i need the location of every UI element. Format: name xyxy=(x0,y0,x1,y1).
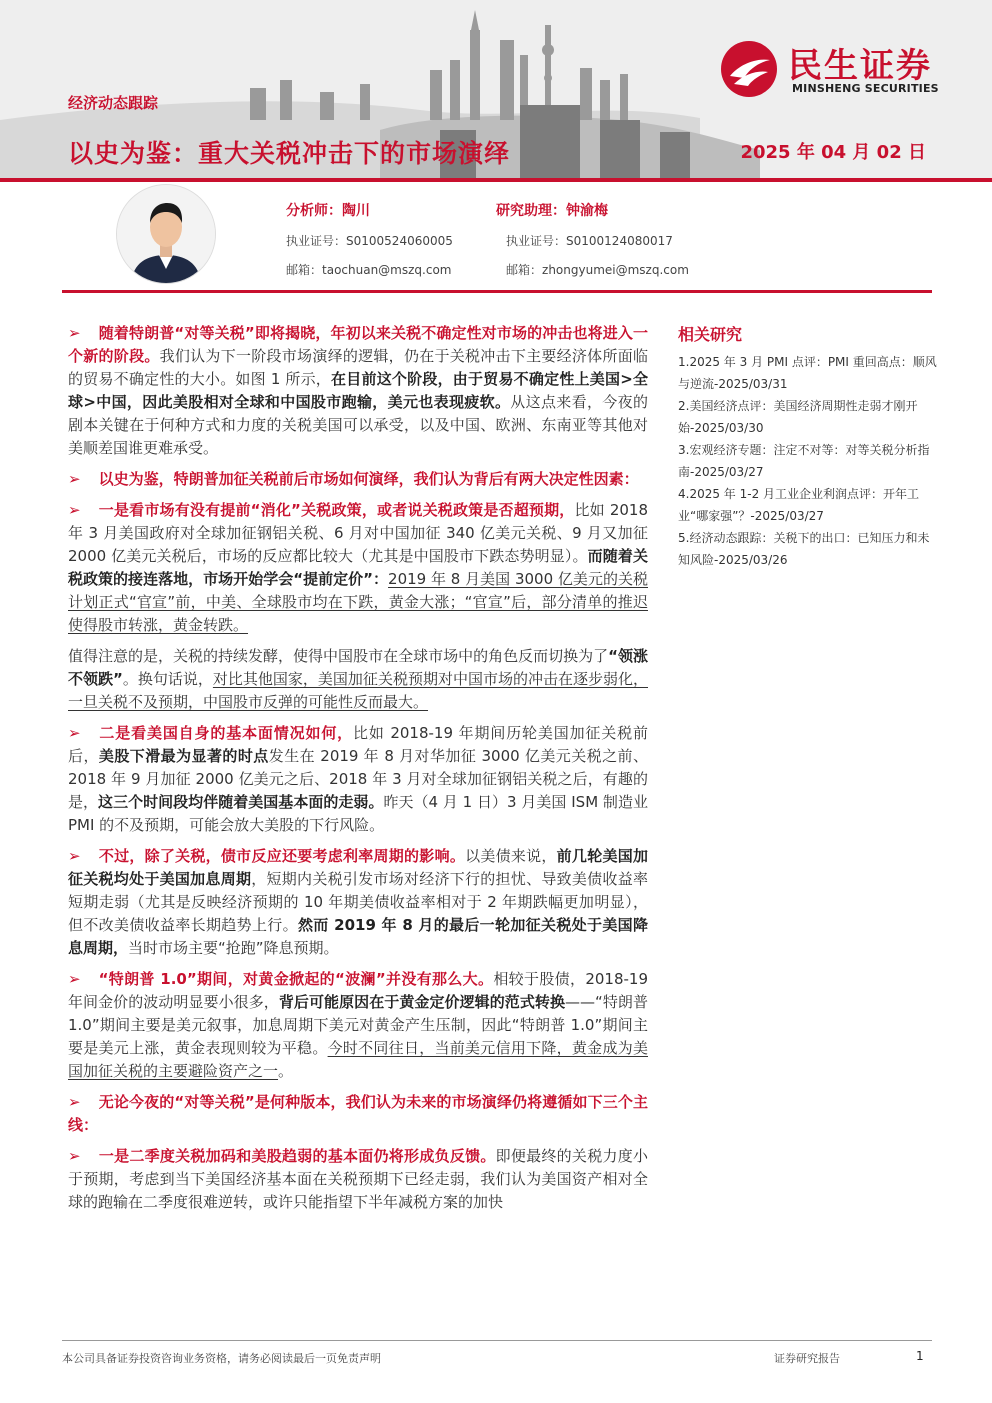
body-text: 从这点来看，今夜的剧本关键在于何种方式和力度的关税美国可以承受，以及中国、欧洲、东南亚等其他对美顺差国谁更难承受。 xyxy=(68,393,648,457)
body-paragraph xyxy=(68,645,648,714)
body-paragraph xyxy=(68,968,648,1083)
report-body xyxy=(68,322,648,1222)
body-text: 发生在 2019 年 8 月对华加征 3000 亿美元关税之前、2018 年 9 月加征 2000 亿美元之后、2018 年 3 月对全球加征钢铝关税之后，有趣的是， xyxy=(68,747,648,811)
body-text: 比如 2018-19 年期间历轮美国加征关税前后， xyxy=(68,724,648,765)
body-text: 相较于股债，2018-19 年间金价的波动明显要小很多， xyxy=(68,970,648,1011)
assistant-email[interactable]: zhongyumei@mszq.com xyxy=(542,263,689,277)
analyst-role-label: 分析师： xyxy=(286,203,342,219)
body-text: 。 xyxy=(278,1062,294,1080)
key-point-text: “特朗普 1.0”期间，对黄金掀起的“波澜”并没有那么大。 xyxy=(98,970,494,988)
cert-label: 执业证号： xyxy=(506,234,567,248)
minsheng-logo-icon xyxy=(720,40,778,98)
emphasis-text: 在目前这个阶段，由于贸易不确定性上美国>全球>中国，因此美股相对全球和中国股市跑输，美元也表现疲软。 xyxy=(68,370,648,411)
emphasis-text: 然而 2019 年 8 月的最后一轮加征关税处于美国降息周期， xyxy=(68,916,648,957)
body-paragraph xyxy=(68,1091,648,1137)
key-point-text: 一是二季度关税加码和美股趋弱的基本面仍将形成负反馈。 xyxy=(98,1147,496,1165)
brand-name-en: MINSHENG SECURITIES xyxy=(792,82,939,95)
related-research-sidebar xyxy=(678,322,938,571)
email-label: 邮箱： xyxy=(286,263,323,277)
body-text: ——“特朗普 1.0”期间主要是美元叙事，加息周期下美元对黄金产生压制，因此“特朗普 1.0”期间主要是美元上涨，黄金表现则较为平稳。 xyxy=(68,993,648,1057)
emphasis-text: “领涨不领跌” xyxy=(68,647,648,688)
assistant-name: 钟渝梅 xyxy=(566,203,608,219)
assistant-card xyxy=(496,200,689,278)
bullet-arrow-icon: ➢ xyxy=(68,724,81,742)
analyst-name: 陶川 xyxy=(342,203,370,219)
bullet-arrow-icon: ➢ xyxy=(68,970,81,988)
body-paragraph xyxy=(68,1145,648,1214)
page-title: 以史为鉴：重大关税冲击下的市场演绎 xyxy=(68,139,511,168)
key-point-text: 随着特朗普“对等关税”即将揭晓，年初以来关税不确定性对市场的冲击也将进入一个新的阶段。 xyxy=(68,324,648,365)
footer-disclaimer: 本公司具备证券投资咨询业务资格，请务必阅读最后一页免责声明 xyxy=(62,1352,381,1365)
footer-report-type: 证券研究报告 xyxy=(774,1352,840,1365)
sidebar-title: 相关研究 xyxy=(678,325,743,344)
body-text: 昨天（4 月 1 日）3 月美国 ISM 制造业 PMI 的不及预期，可能会放大美股的下行风险。 xyxy=(68,793,648,834)
body-paragraph xyxy=(68,845,648,960)
related-research-item[interactable]: 1.2025 年 3 月 PMI 点评：PMI 重回高点：顺风与逆流-2025/03/31 xyxy=(678,355,937,391)
brand-name-cn: 民生证券 xyxy=(788,46,932,86)
body-paragraph xyxy=(68,468,648,491)
key-point-text: 一是看市场有没有提前“消化”关税政策，或者说关税政策是否超预期， xyxy=(98,501,575,519)
bullet-arrow-icon: ➢ xyxy=(68,324,81,342)
body-text: 即便最终的关税力度小于预期，考虑到当下美国经济基本面在关税预期下已经走弱，我们认为美国资产相对全球的跑输在二季度很难逆转，或许只能指望下半年减税方案的加快 xyxy=(68,1147,648,1211)
related-research-item[interactable]: 2.美国经济点评：美国经济周期性走弱才刚开始-2025/03/30 xyxy=(678,399,918,435)
underlined-text: 今时不同往日，当前美元信用下降，黄金成为美国加征关税的主要避险资产之一 xyxy=(68,1039,648,1080)
analyst-email[interactable]: taochuan@mszq.com xyxy=(322,263,452,277)
emphasis-text: 美股下滑最为显著的时点 xyxy=(98,747,269,765)
body-text: 。换句话说， xyxy=(122,670,213,688)
analyst-card xyxy=(286,200,453,278)
underlined-text: 对比其他国家，美国加征关税预期对中国市场的冲击在逐步弱化，一旦关税不及预期，中国股市反弹的可能性反而最大。 xyxy=(68,670,648,711)
bullet-arrow-icon: ➢ xyxy=(68,847,81,865)
body-paragraph xyxy=(68,722,648,837)
footer-divider xyxy=(62,1340,932,1341)
body-text: ，短期内关税引发市场对经济下行的担忧、导致美债收益率短期走弱（尤其是反映经济预期的 10 年期美债收益率相对于 2 年期跌幅更加明显），但不改美债收益率长期趋势上行。 xyxy=(68,870,648,934)
underlined-text: 2019 年 8 月美国 3000 亿美元的关税计划正式“官宣”前，中美、全球股市均在下跌，黄金大涨；“官宣”后，部分清单的推迟使得股市转涨，黄金转跌。 xyxy=(68,570,648,634)
cert-label: 执业证号： xyxy=(286,234,347,248)
header-divider xyxy=(0,178,992,182)
analyst-photo xyxy=(117,185,215,283)
analyst-cert: S0100524060005 xyxy=(346,234,453,248)
brand-logo xyxy=(720,36,970,102)
body-paragraph xyxy=(68,322,648,460)
body-text: 我们认为下一阶段市场演绎的逻辑，仍在于关税冲击下主要经济体所面临的贸易不确定性的大小。如图 1 所示， xyxy=(68,347,648,388)
body-text: 值得注意的是，关税的持续发酵，使得中国股市在全球市场中的角色反而切换为了 xyxy=(68,647,609,665)
key-point-text: 无论今夜的“对等关税”是何种版本，我们认为未来的市场演绎仍将遵循如下三个主线： xyxy=(68,1093,648,1134)
email-label: 邮箱： xyxy=(506,263,543,277)
related-research-item[interactable]: 3.宏观经济专题：注定不对等：对等关税分析指南-2025/03/27 xyxy=(678,443,930,479)
emphasis-text: 这三个时间段均伴随着美国基本面的走弱。 xyxy=(98,793,384,811)
emphasis-text: 前几轮美国加征关税均处于美国加息周期 xyxy=(68,847,648,888)
section-divider xyxy=(62,290,932,293)
bullet-arrow-icon: ➢ xyxy=(68,1147,81,1165)
body-paragraph xyxy=(68,499,648,637)
body-text: 当时市场主要“抢跑”降息预期。 xyxy=(128,939,339,957)
key-point-text: 不过，除了关税，债市反应还要考虑利率周期的影响。 xyxy=(98,847,466,865)
report-date: 2025 年 04 月 02 日 xyxy=(740,142,926,163)
bullet-arrow-icon: ➢ xyxy=(68,1093,81,1111)
assistant-cert: S0100124080017 xyxy=(566,234,673,248)
body-text: 比如 2018 年 3 月美国政府对全球加征钢铝关税、6 月对中国加征 340 亿美元关税、9 月又加征 2000 亿美元关税后，市场的反应都比较大（尤其是中国股市下跌态势明显）。 xyxy=(68,501,648,565)
related-research-item[interactable]: 4.2025 年 1-2 月工业企业利润点评：开年工业“哪家强”？-2025/03/27 xyxy=(678,487,920,523)
document-type: 经济动态跟踪 xyxy=(68,94,159,112)
page-number: 1 xyxy=(916,1349,924,1363)
emphasis-text: 背后可能原因在于黄金定价逻辑的范式转换 xyxy=(278,993,566,1011)
emphasis-text: 而随着关税政策的接连落地，市场开始学会“提前定价”： xyxy=(68,547,648,588)
key-point-text: 二是看美国自身的基本面情况如何， xyxy=(98,724,354,742)
body-text: 以美债来说， xyxy=(465,847,557,865)
assistant-role-label: 研究助理： xyxy=(496,203,566,219)
bullet-arrow-icon: ➢ xyxy=(68,501,81,519)
key-point-text: 以史为鉴，特朗普加征关税前后市场如何演绎，我们认为背后有两大决定性因素： xyxy=(98,470,639,488)
bullet-arrow-icon: ➢ xyxy=(68,470,81,488)
related-research-item[interactable]: 5.经济动态跟踪：关税下的出口：已知压力和未知风险-2025/03/26 xyxy=(678,531,930,567)
analyst-avatar xyxy=(116,184,216,284)
